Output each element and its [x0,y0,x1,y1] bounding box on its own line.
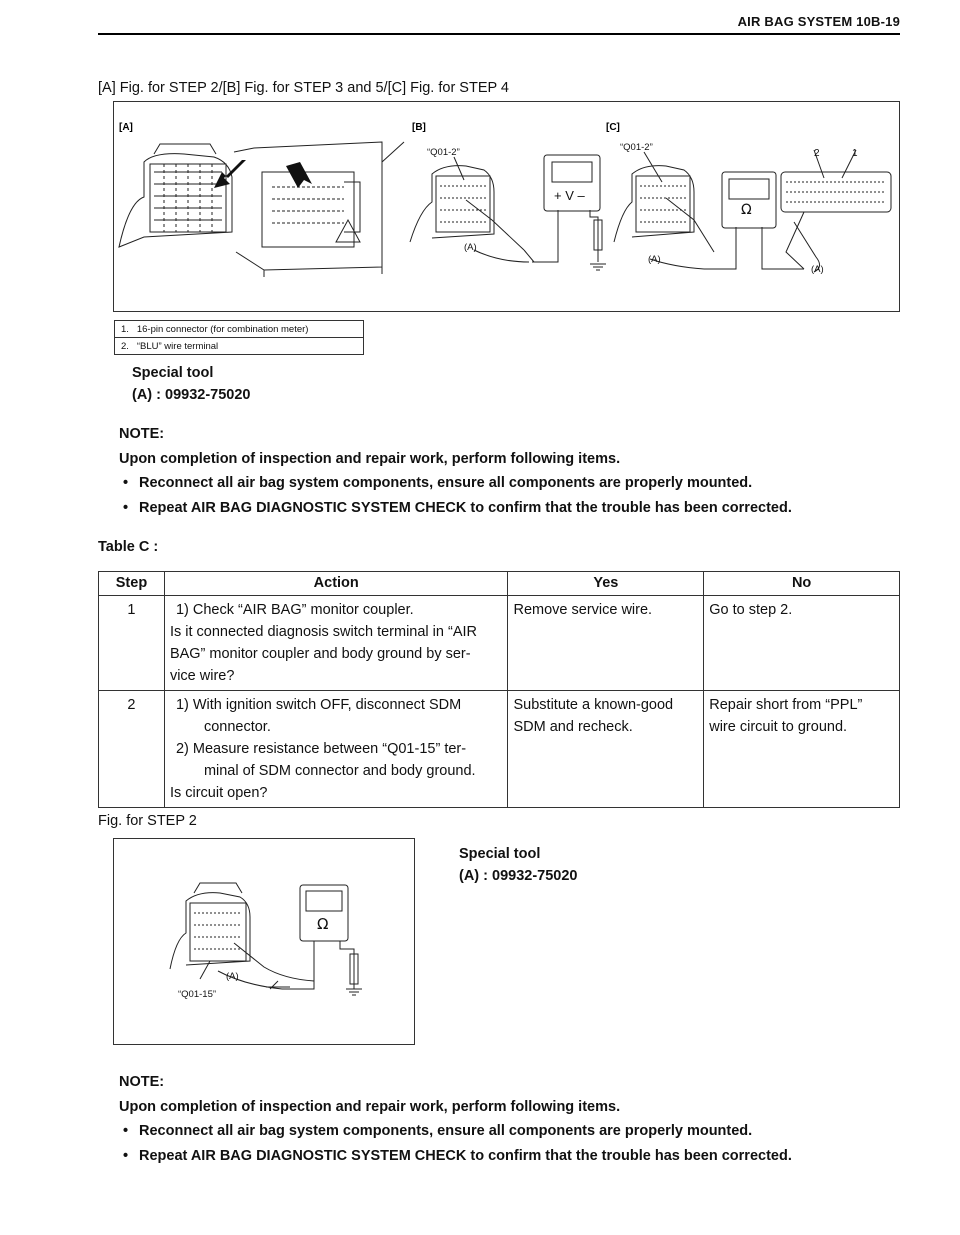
row-1-no: Go to step 2. [704,596,900,691]
table-c-title: Table C : [98,539,159,555]
top-figure-caption: [A] Fig. for STEP 2/[B] Fig. for STEP 3 and 5/[C] Fig. for STEP 4 [98,80,509,96]
connector-step2-drawing [170,883,362,995]
callout-c-num-2: 2 [814,148,820,159]
row-2-step: 2 [99,691,165,808]
callout-b-terminal: “Q01-2” [427,147,460,158]
col-header-no: No [704,572,900,596]
step2-ohmmeter-symbol: Ω [317,915,329,933]
note-2-intro: Upon completion of inspection and repair work, perform following items. [119,1098,621,1115]
note-2-heading: NOTE: [119,1074,165,1090]
label-b: [B] [412,122,426,133]
special-tool-1-value: (A) : 09932-75020 [132,387,251,403]
table-row [99,596,900,691]
row-2-yes: Substitute a known-good SDM and recheck. [508,691,704,808]
row-1-step: 1 [99,596,165,691]
callout-c-num-1: 1 [852,148,858,159]
callout-step2-terminal: “Q01-15” [178,989,217,1000]
bottom-figure-caption: Fig. for STEP 2 [98,813,197,829]
connector-b-drawing [410,155,606,270]
callout-c-terminal: “Q01-2” [620,142,653,153]
row-2-action: 1) With ignition switch OFF, disconnect SDM connector. 2) Measure resistance between “Q01-15” ter- minal of SDM connector and body ground. Is circuit open? [164,691,508,808]
col-header-action: Action [164,572,508,596]
col-header-step: Step [99,572,165,596]
note-1-intro: Upon completion of inspection and repair work, perform following items. [119,450,621,467]
page-header-title: AIR BAG SYSTEM 10B-19 [737,14,900,29]
callout-b-tool: (A) [464,242,477,253]
figure-legend-table [114,320,364,355]
arrow-a2-icon [286,162,312,188]
top-figure-illustration [114,102,899,311]
ohmmeter-symbol: Ω [741,202,752,218]
header-rule [98,33,900,35]
panel-a-drawing [234,142,404,277]
bottom-figure-illustration [114,839,414,1044]
connector-a-drawing [119,144,232,247]
note-1-bullet-2: • Repeat AIR BAG DIAGNOSTIC SYSTEM CHECK to confirm that the trouble has been corrected. [119,496,909,521]
callout-c-tool-2: (A) [811,264,824,275]
special-tool-2-label: Special tool [459,846,541,862]
legend-row-1: 1. 16-pin connector (for combination meter) [115,321,364,338]
legend-row [115,321,364,338]
row-1-action: 1) Check “AIR BAG” monitor coupler. Is it connected diagnosis switch terminal in “AIR BAG” monitor coupler and body ground by ser- vice wire? [164,596,508,691]
label-c: [C] [606,122,620,133]
note-2 [119,1070,909,1168]
label-a: [A] [119,122,133,133]
legend-row [115,338,364,355]
note-1-heading: NOTE: [119,426,165,442]
table-header-row [99,572,900,596]
note-1 [119,422,909,520]
special-tool-2-value: (A) : 09932-75020 [459,868,578,884]
note-2-bullet-1: • Reconnect all air bag system components, ensure all components are properly mounted. [119,1119,909,1144]
col-header-yes: Yes [508,572,704,596]
special-tool-1-label: Special tool [132,365,214,381]
table-row [99,691,900,808]
bottom-figure [113,838,415,1045]
table-c [98,571,900,808]
note-2-bullet-2: • Repeat AIR BAG DIAGNOSTIC SYSTEM CHECK to confirm that the trouble has been corrected. [119,1144,909,1169]
callout-c-tool-1: (A) [648,254,661,265]
top-figure [113,101,900,312]
special-tool-2 [459,843,578,887]
legend-row-2: 2. “BLU” wire terminal [115,338,364,355]
row-1-yes: Remove service wire. [508,596,704,691]
special-tool-1 [132,362,251,406]
callout-step2-tool: (A) [226,971,239,982]
voltmeter-symbol: + V – [554,188,585,203]
row-2-no: Repair short from “PPL” wire circuit to ground. [704,691,900,808]
note-1-bullet-1: • Reconnect all air bag system components, ensure all components are properly mounted. [119,471,909,496]
